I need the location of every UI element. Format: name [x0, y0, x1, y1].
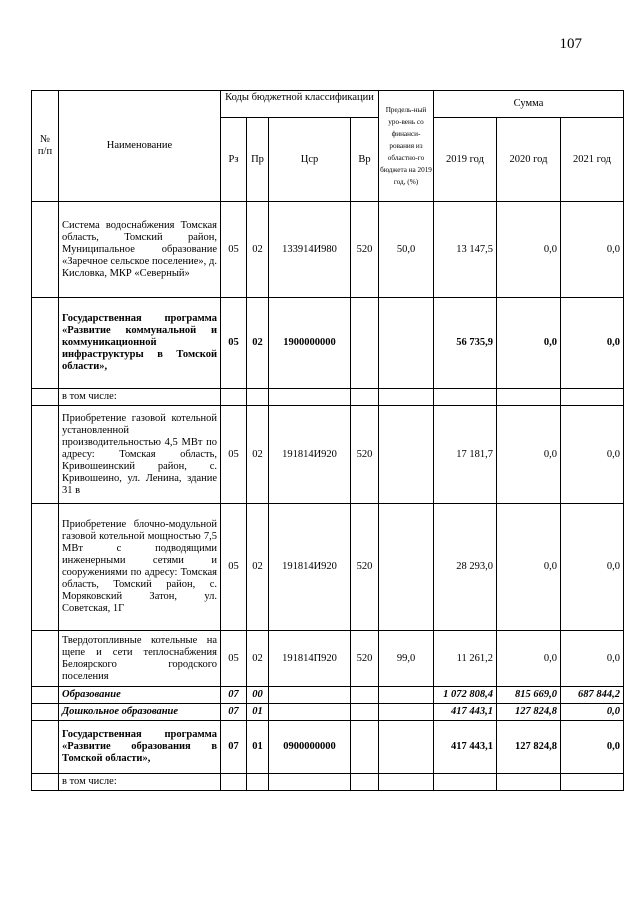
y2021-cell: 0,0: [561, 721, 624, 774]
vr-cell: 520: [351, 631, 379, 687]
rz-cell: 07: [221, 687, 247, 704]
header-vr: Вр: [351, 118, 379, 202]
csr-cell: [269, 704, 351, 721]
rz-cell: 07: [221, 704, 247, 721]
limit-cell: 99,0: [379, 631, 434, 687]
num-cell: [32, 721, 59, 774]
header-sum: Сумма: [434, 91, 624, 118]
rz-cell: [221, 389, 247, 406]
pr-cell: 02: [247, 406, 269, 504]
num-cell: [32, 389, 59, 406]
num-cell: [32, 774, 59, 791]
pr-cell: 02: [247, 298, 269, 389]
table-row: [32, 298, 624, 389]
csr-cell: 1900000000: [269, 298, 351, 389]
pr-cell: [247, 389, 269, 406]
name-cell: Образование: [59, 687, 221, 704]
limit-cell: [379, 774, 434, 791]
limit-cell: [379, 687, 434, 704]
header-limit: Предель-ный уро-вень со финанси-рования из областно-го бюджета на 2019 год, (%): [379, 91, 434, 202]
y2019-cell: 13 147,5: [434, 202, 497, 298]
y2019-cell: 56 735,9: [434, 298, 497, 389]
header-csr: Цср: [269, 118, 351, 202]
y2021-cell: 0,0: [561, 504, 624, 631]
y2019-cell: [434, 389, 497, 406]
pr-cell: 02: [247, 202, 269, 298]
name-cell: в том числе:: [59, 774, 221, 791]
pr-cell: 01: [247, 704, 269, 721]
header-pr: Пр: [247, 118, 269, 202]
header-2019: 2019 год: [434, 118, 497, 202]
table-row: [32, 504, 624, 631]
csr-cell: 133914И980: [269, 202, 351, 298]
name-cell: Твердотопливные котельные на щепе и сети теплоснабжения Белоярского городского поселения: [59, 631, 221, 687]
y2019-cell: [434, 774, 497, 791]
y2019-cell: 417 443,1: [434, 721, 497, 774]
limit-cell: [379, 504, 434, 631]
page-number: 107: [559, 36, 582, 52]
rz-cell: 05: [221, 298, 247, 389]
vr-cell: 520: [351, 202, 379, 298]
header-2020: 2020 год: [497, 118, 561, 202]
y2020-cell: [497, 774, 561, 791]
table-body: [32, 202, 624, 791]
vr-cell: 520: [351, 504, 379, 631]
limit-cell: [379, 389, 434, 406]
vr-cell: [351, 298, 379, 389]
num-cell: [32, 298, 59, 389]
name-cell: Дошкольное образование: [59, 704, 221, 721]
pr-cell: 01: [247, 721, 269, 774]
y2020-cell: 0,0: [497, 504, 561, 631]
pr-cell: 00: [247, 687, 269, 704]
table-header: [32, 91, 624, 202]
budget-table: [31, 90, 624, 791]
y2019-cell: 28 293,0: [434, 504, 497, 631]
vr-cell: [351, 721, 379, 774]
rz-cell: 05: [221, 504, 247, 631]
y2020-cell: 0,0: [497, 202, 561, 298]
name-cell: Государственная программа «Развитие образования в Томской области»,: [59, 721, 221, 774]
table-row: [32, 774, 624, 791]
y2021-cell: 0,0: [561, 406, 624, 504]
vr-cell: [351, 774, 379, 791]
table-row: [32, 687, 624, 704]
table-row: [32, 704, 624, 721]
table-row: [32, 389, 624, 406]
vr-cell: [351, 704, 379, 721]
header-rz: Рз: [221, 118, 247, 202]
y2020-cell: 127 824,8: [497, 721, 561, 774]
y2020-cell: [497, 389, 561, 406]
limit-cell: [379, 704, 434, 721]
name-cell: Государственная программа «Развитие коммунальной и коммуникационной инфраструктуры в Томской области»,: [59, 298, 221, 389]
csr-cell: [269, 389, 351, 406]
rz-cell: 05: [221, 202, 247, 298]
header-num: № п/п: [32, 91, 59, 202]
table-row: [32, 721, 624, 774]
num-cell: [32, 406, 59, 504]
y2021-cell: 0,0: [561, 202, 624, 298]
limit-cell: 50,0: [379, 202, 434, 298]
y2021-cell: [561, 774, 624, 791]
y2020-cell: 0,0: [497, 406, 561, 504]
rz-cell: 05: [221, 631, 247, 687]
y2021-cell: 0,0: [561, 298, 624, 389]
num-cell: [32, 504, 59, 631]
y2021-cell: 0,0: [561, 704, 624, 721]
limit-cell: [379, 721, 434, 774]
csr-cell: [269, 687, 351, 704]
table-row: [32, 406, 624, 504]
rz-cell: 07: [221, 721, 247, 774]
y2020-cell: 815 669,0: [497, 687, 561, 704]
y2021-cell: [561, 389, 624, 406]
csr-cell: 0900000000: [269, 721, 351, 774]
limit-cell: [379, 298, 434, 389]
num-cell: [32, 687, 59, 704]
csr-cell: 191814И920: [269, 406, 351, 504]
pr-cell: 02: [247, 504, 269, 631]
vr-cell: [351, 389, 379, 406]
csr-cell: [269, 774, 351, 791]
y2019-cell: 11 261,2: [434, 631, 497, 687]
table-row: [32, 202, 624, 298]
name-cell: Система водоснабжения Томская область, Томский район, Муниципальное образование «Заречное сельское поселение», д. Кисловка, МКР «Северный»: [59, 202, 221, 298]
num-cell: [32, 631, 59, 687]
y2021-cell: 687 844,2: [561, 687, 624, 704]
num-cell: [32, 202, 59, 298]
header-2021: 2021 год: [561, 118, 624, 202]
csr-cell: 191814П920: [269, 631, 351, 687]
name-cell: Приобретение блочно-модульной газовой котельной мощностью 7,5 МВт с подводящими инженерными сетями и сооружениями по адресу: Томская область, Томский район, с. Моряковский Затон, ул. Советская, 1Г: [59, 504, 221, 631]
csr-cell: 191814И920: [269, 504, 351, 631]
limit-cell: [379, 406, 434, 504]
y2019-cell: 17 181,7: [434, 406, 497, 504]
rz-cell: [221, 774, 247, 791]
y2020-cell: 0,0: [497, 631, 561, 687]
y2020-cell: 0,0: [497, 298, 561, 389]
pr-cell: [247, 774, 269, 791]
rz-cell: 05: [221, 406, 247, 504]
header-name: Наименование: [59, 91, 221, 202]
y2020-cell: 127 824,8: [497, 704, 561, 721]
header-codes: Коды бюджетной классификации: [221, 91, 379, 118]
y2019-cell: 417 443,1: [434, 704, 497, 721]
y2021-cell: 0,0: [561, 631, 624, 687]
name-cell: Приобретение газовой котельной установленной производительностью 4,5 МВт по адресу: Томская область, Кривошеинский район, с. Кривошеино, ул. Ленина, здание 31 в: [59, 406, 221, 504]
table-row: [32, 631, 624, 687]
pr-cell: 02: [247, 631, 269, 687]
vr-cell: [351, 687, 379, 704]
num-cell: [32, 704, 59, 721]
name-cell: в том числе:: [59, 389, 221, 406]
y2019-cell: 1 072 808,4: [434, 687, 497, 704]
vr-cell: 520: [351, 406, 379, 504]
